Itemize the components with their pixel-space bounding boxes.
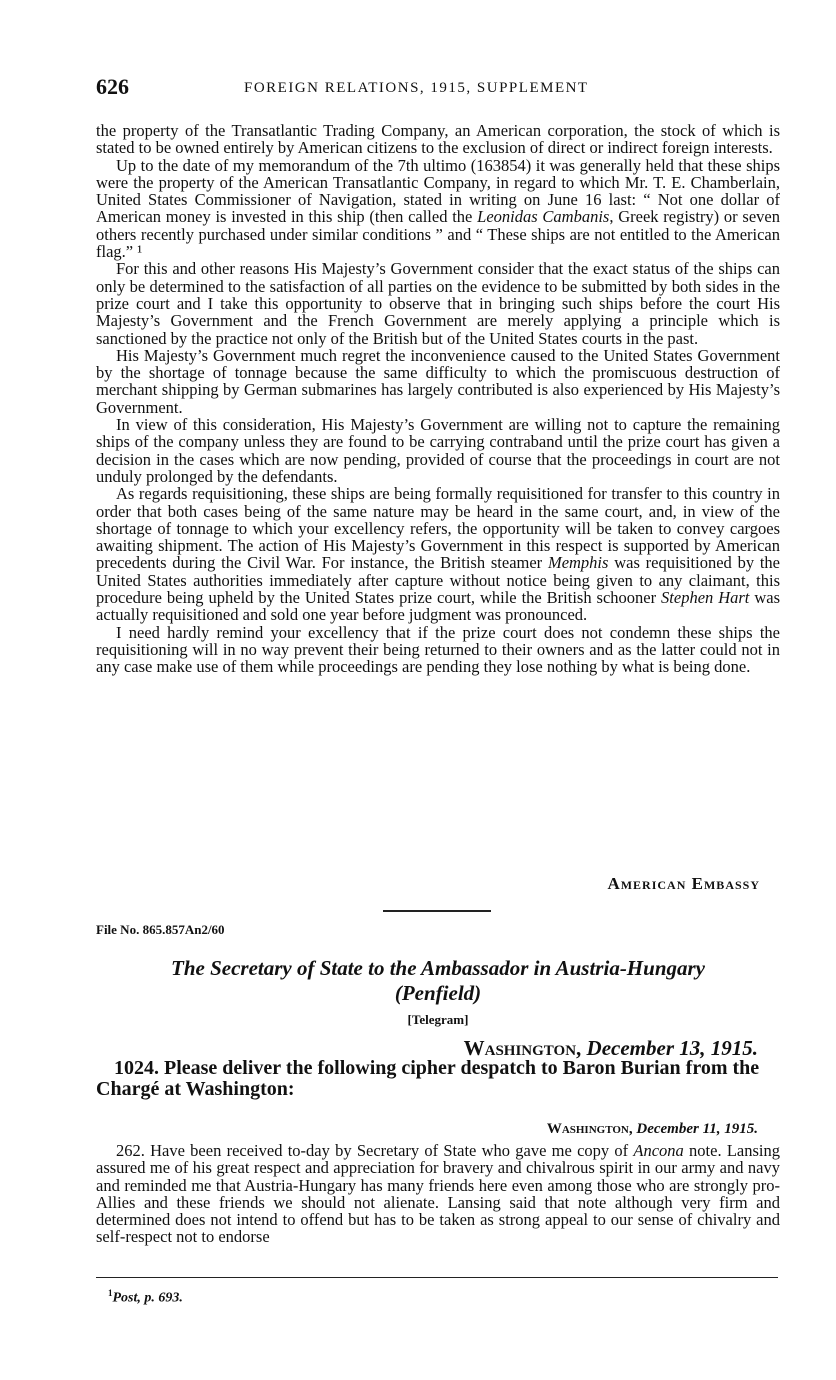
paragraph: For this and other reasons His Majesty’s Government consider that the exact status of the ships can only be determined to the satisfaction of all parties on the evidence to be submitted by both sides in the prize court and I take this opportunity to observe that in bringing such ships before the court His Majesty’s Government and the French Government are merely applying a principle which is sanctioned by the practice not only of the British but of the United States courts in the past. <box>96 259 780 348</box>
despatch-body <box>96 1142 780 1246</box>
telegram-label: [Telegram] <box>407 1012 469 1027</box>
dateline-despatch <box>547 1121 758 1138</box>
telegram-instruction: 1024. Please deliver the following cipher despatch to Baron Burian from the Chargé at Washington: <box>96 1057 760 1100</box>
page-number: 626 <box>96 74 129 99</box>
running-head: FOREIGN RELATIONS, 1915, SUPPLEMENT <box>244 80 589 96</box>
paragraph: In view of this consideration, His Majesty’s Government are willing not to capture the remaining ships of the company unless they are found to be carrying contraband until the prize court has given a decision in the cases which are now pending, provided of course that the proceedings in court are not unduly prolonged by the defendants. <box>96 415 780 486</box>
paragraph: 262. Have been received to-day by Secretary of State who gave me copy of Ancona note. Lansing assured me of his great respect and appreciation for bravery and chivalrous spirit in our army and navy and reminded me that Austria-Hungary has many friends here even among those who are strongly pro-Allies and these friends we should not alienate. Lansing said that note although very firm and determined does not intend to offend but has to be taken as strong appeal to our sense of chivalry and self-respect not to endorse <box>96 1141 780 1247</box>
section-divider <box>383 910 491 912</box>
dateline-date: December 13, 1915. <box>586 1036 758 1060</box>
paragraph: As regards requisitioning, these ships are being formally requisitioned for transfer to this country in order that both cases being of the same nature may be heard in the same court, and, in view of the shortage of tonnage to which your excellency refers, the opportunity will be taken to convey cargoes awaiting shipment. The action of His Majesty’s Government in this respect is supported by American precedents during the Civil War. For instance, the British steamer Memphis was requisitioned by the United States authorities immediately after capture without notice being given to any claimant, this procedure being upheld by the United States prize court, while the British schooner Stephen Hart was actually requisitioned and sold one year before judgment was pronounced. <box>96 484 780 625</box>
paragraph: I need hardly remind your excellency that if the prize court does not condemn these ships the requisitioning will in no way prevent their being returned to their owners and as the latter could not in any case make use of them while proceedings are pending they lose nothing by what is being done. <box>96 622 780 677</box>
document-heading-line1: The Secretary of State to the Ambassador in Austria-Hungary <box>171 956 705 980</box>
dateline-date: December 11, 1915. <box>636 1121 758 1137</box>
file-number: File No. 865.857An2/60 <box>96 922 225 937</box>
document-heading <box>96 956 780 1006</box>
footnote <box>108 1288 183 1307</box>
memorandum-body <box>96 122 780 676</box>
footnote-text: Post, p. 693. <box>112 1290 183 1306</box>
paragraph: Up to the date of my memorandum of the 7th ultimo (163854) it was generally held that these ships were the property of the American Transatlantic Company, in regard to which Mr. T. E. Chamberlain, United States Commissioner of Navigation, stated in writing on June 16 last: “ Not one dollar of American money is invested in this ship (then called the Leonidas Cambanis, Greek registry) or seven others recently purchased under similar conditions ” and “ These ships are not entitled to the American flag.” ¹ <box>96 155 780 262</box>
paragraph: His Majesty’s Government much regret the inconvenience caused to the United States Government by the shortage of tonnage because the same difficulty to which the promiscuous destruction of merchant shipping by German submarines has largely contributed is also experienced by His Majesty’s Government. <box>96 345 780 417</box>
signature: American Embassy <box>607 874 760 893</box>
dateline-place: Washington, <box>463 1036 582 1060</box>
document-heading-line2: (Penfield) <box>394 981 482 1005</box>
footnote-rule <box>96 1277 778 1278</box>
footnote-marker: 1 <box>108 1288 113 1298</box>
dateline-place: Washington, <box>546 1121 633 1137</box>
page-header <box>96 74 780 104</box>
paragraph: the property of the Transatlantic Trading Company, an American corporation, the stock of which is stated to be owned entirely by American citizens to the exclusion of direct or indirect foreign interests. <box>96 121 780 158</box>
